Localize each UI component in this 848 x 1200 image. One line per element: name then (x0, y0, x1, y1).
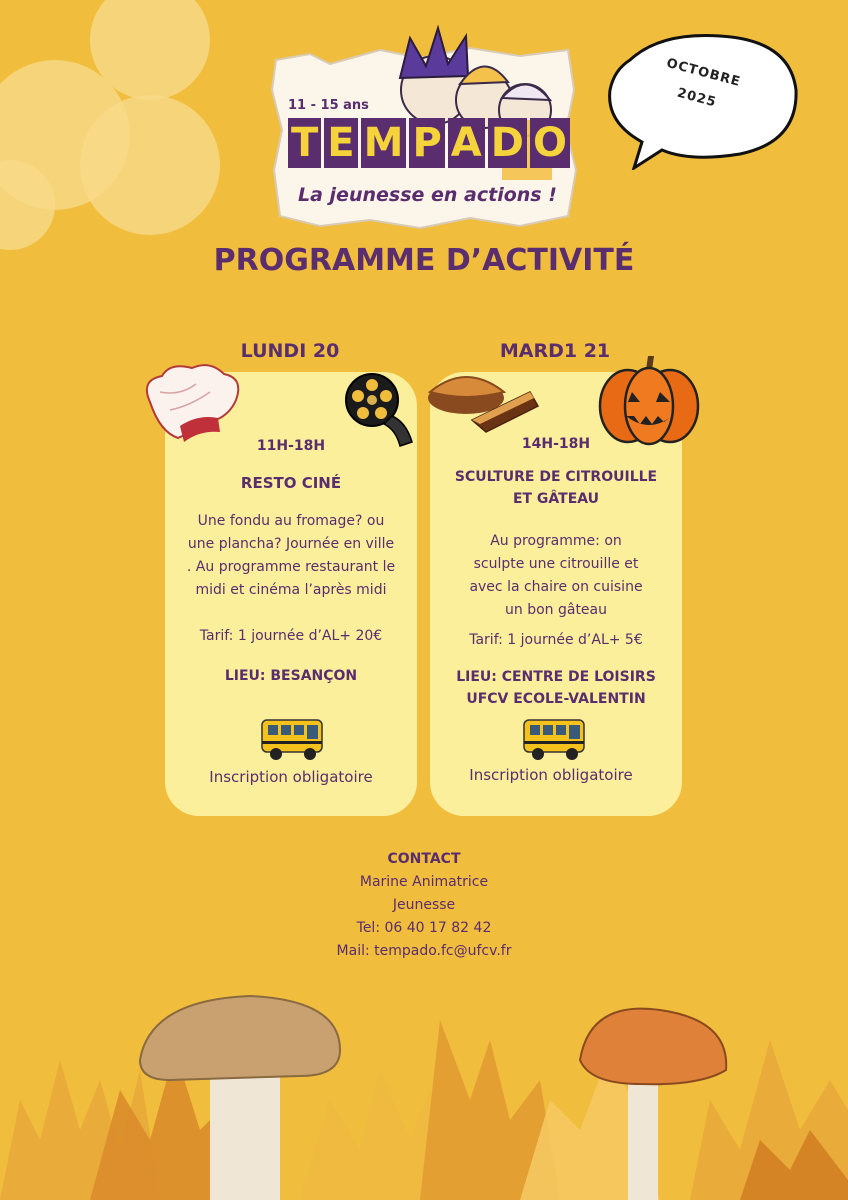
description-line: Une fondu au fromage? ou (197, 513, 385, 529)
logo-letter: M (361, 118, 407, 168)
location-tuesday (430, 666, 682, 710)
description-line: Au programme: on (490, 533, 622, 549)
day-title-monday: LUNDI 20 (240, 340, 340, 362)
autumn-leaves-decoration (0, 980, 848, 1200)
school-bus-icon (260, 714, 328, 764)
contact-phone: Tel: 06 40 17 82 42 (356, 920, 492, 936)
pie-icon (426, 362, 542, 434)
description-monday (165, 510, 417, 602)
hours-tuesday: 14H-18H (521, 436, 591, 452)
hours-monday: 11H-18H (256, 438, 326, 454)
contact-email: Mail: tempado.fc@ufcv.fr (336, 943, 512, 959)
logo-letter: D (488, 118, 527, 168)
price-monday: Tarif: 1 journée d’AL+ 20€ (199, 628, 383, 644)
logo-wordmark (288, 118, 570, 168)
activity-title-line: ET GÂTEAU (512, 491, 600, 507)
description-line: une plancha? Journée en ville (187, 536, 395, 552)
chef-hat-icon (140, 362, 244, 444)
school-bus-icon (522, 714, 590, 764)
location-line: LIEU: CENTRE DE LOISIRS (456, 669, 656, 685)
description-line: un bon gâteau (505, 602, 607, 618)
price-tuesday: Tarif: 1 journée d’AL+ 5€ (469, 632, 643, 648)
activity-title-line: SCULTURE DE CITROUILLE (454, 469, 658, 485)
contact-line: Jeunesse (392, 897, 456, 913)
logo-letter: A (448, 118, 485, 168)
location-line: UFCV ECOLE-VALENTIN (466, 691, 646, 707)
location-monday: LIEU: BESANÇON (224, 668, 358, 684)
description-line: . Au programme restaurant le (186, 559, 396, 575)
contact-heading: CONTACT (387, 851, 461, 867)
description-tuesday (430, 530, 682, 622)
cloud-decoration (0, 0, 230, 250)
date-month: OCTOBRE (664, 55, 743, 91)
contact-block (0, 848, 848, 963)
registration-tuesday: Inscription obligatoire (469, 766, 633, 784)
logo-age: 11 - 15 ans (288, 98, 369, 113)
logo-letter: O (530, 118, 570, 168)
logo-tagline: La jeunesse en actions ! (298, 184, 557, 206)
contact-line: Marine Animatrice (359, 874, 489, 890)
activity-title-tuesday (430, 466, 682, 510)
description-line: midi et cinéma l’après midi (195, 582, 387, 598)
page-title: PROGRAMME D’ACTIVITÉ (213, 243, 635, 278)
registration-monday: Inscription obligatoire (209, 768, 373, 786)
day-title-tuesday: MARD1 21 (499, 340, 611, 362)
film-reel-icon (344, 372, 416, 448)
tempado-logo (270, 20, 580, 232)
logo-letter: P (409, 118, 444, 168)
activity-title-monday: RESTO CINÉ (240, 474, 342, 492)
logo-letter: T (288, 118, 321, 168)
pumpkin-icon (598, 352, 700, 446)
logo-letter: E (324, 118, 357, 168)
description-line: sculpte une citrouille et (473, 556, 639, 572)
date-year: 2025 (675, 85, 719, 111)
description-line: avec la chaire on cuisine (469, 579, 643, 595)
